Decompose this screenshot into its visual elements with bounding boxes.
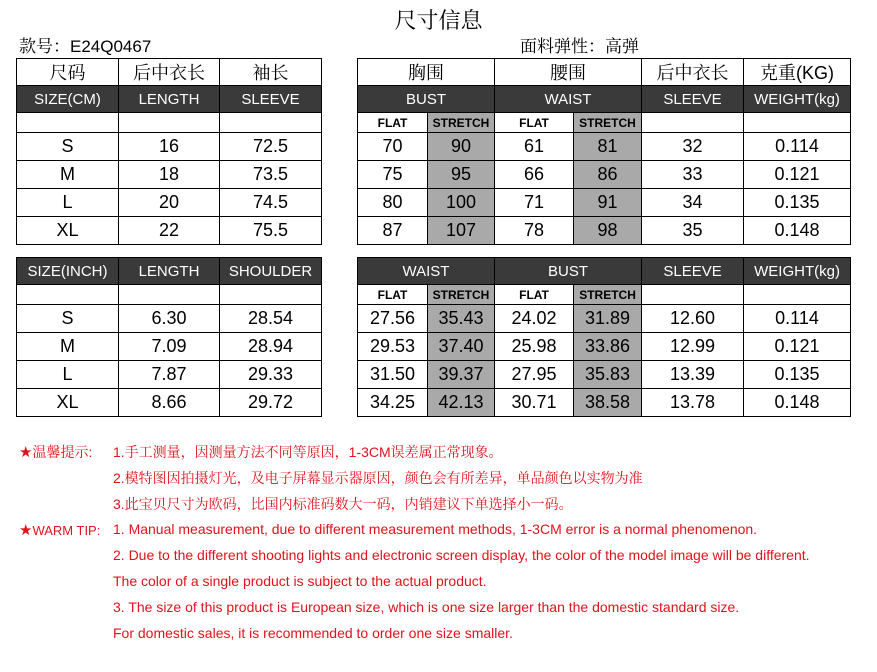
subheader-cell: FLAT	[495, 285, 574, 305]
table-cell: 81	[574, 133, 642, 161]
table-cell: 95	[428, 161, 495, 189]
table-cell: 28.54	[220, 305, 322, 333]
table-cell: 31.50	[358, 361, 428, 389]
tip-label-en: ★WARM TIP:	[19, 522, 101, 539]
table-cell: 75	[358, 161, 428, 189]
table-cell: L	[17, 189, 119, 217]
empty-cell	[119, 285, 220, 305]
table-cell: 70	[358, 133, 428, 161]
english-header-row	[17, 258, 851, 285]
table-cell: 78	[495, 217, 574, 245]
header-cell: SIZE(CM)	[17, 86, 119, 113]
header-cell: LENGTH	[119, 86, 220, 113]
tip-line: 1.手工测量，因测量方法不同等原因，1-3CM误差属正常现象。	[113, 444, 503, 460]
fabric-elasticity: 面料弹性：高弹	[520, 37, 639, 56]
table-cell: 91	[574, 189, 642, 217]
column-gap	[322, 189, 358, 217]
tip-line: 2. Due to the different shooting lights and electronic screen display, the color of the model image will be different.	[113, 547, 810, 563]
table-cell: 38.58	[574, 389, 642, 417]
table-cell: 7.87	[119, 361, 220, 389]
table-cell: S	[17, 305, 119, 333]
table-cell: 80	[358, 189, 428, 217]
table-cell: 28.94	[220, 333, 322, 361]
table-cell: 13.39	[642, 361, 744, 389]
column-gap	[322, 217, 358, 245]
size-table-inch	[16, 257, 851, 417]
table-cell: 31.89	[574, 305, 642, 333]
header-cell: SLEEVE	[642, 258, 744, 285]
table-cell: 6.30	[119, 305, 220, 333]
subheader-row	[17, 113, 851, 133]
table-row	[17, 161, 851, 189]
table-cell: 100	[428, 189, 495, 217]
header-cell: SLEEVE	[642, 86, 744, 113]
table-cell: 27.56	[358, 305, 428, 333]
chinese-header-row	[17, 59, 851, 86]
header-cell: WEIGHT(kg)	[744, 86, 851, 113]
table-cell: 0.148	[744, 389, 851, 417]
tip-label-cn: ★温馨提示:	[19, 444, 93, 461]
tip-line: 3. The size of this product is European size, which is one size larger than the domestic standard size.	[113, 599, 740, 615]
subheader-cell: STRETCH	[574, 113, 642, 133]
header-cell: WEIGHT(kg)	[744, 258, 851, 285]
table-cell: 12.99	[642, 333, 744, 361]
table-row	[17, 333, 851, 361]
subheader-cell: FLAT	[495, 113, 574, 133]
column-gap	[322, 305, 358, 333]
table-cell: 22	[119, 217, 220, 245]
table-cell: 87	[358, 217, 428, 245]
column-gap	[322, 361, 358, 389]
table-row	[17, 189, 851, 217]
subheader-cell: FLAT	[358, 113, 428, 133]
table-cell: 86	[574, 161, 642, 189]
table-cell: 90	[428, 133, 495, 161]
table-cell: 71	[495, 189, 574, 217]
empty-cell	[642, 285, 744, 305]
column-gap	[322, 161, 358, 189]
header-cell: SHOULDER	[220, 258, 322, 285]
tip-line: 2.模特图因拍摄灯光，及电子屏幕显示器原因，颜色会有所差异，单品颜色以实物为准	[113, 470, 643, 486]
star-icon: ★	[19, 444, 33, 461]
header-cell: BUST	[358, 86, 495, 113]
table-cell: 0.121	[744, 161, 851, 189]
table-cell: XL	[17, 389, 119, 417]
table-cell: M	[17, 161, 119, 189]
table-cell: 35	[642, 217, 744, 245]
table-cell: 16	[119, 133, 220, 161]
column-gap	[322, 113, 358, 133]
tip-line: 3.此宝贝尺寸为欧码，比国内标准码数大一码，内销建议下单选择小一码。	[113, 496, 573, 512]
empty-cell	[17, 113, 119, 133]
size-table-cm	[16, 58, 851, 245]
column-gap	[322, 258, 358, 285]
table-cell: 107	[428, 217, 495, 245]
table-cell: 32	[642, 133, 744, 161]
subheader-cell: STRETCH	[428, 285, 495, 305]
table-cell: 35.83	[574, 361, 642, 389]
table-cell: 34	[642, 189, 744, 217]
empty-cell	[220, 113, 322, 133]
table-cell: 33	[642, 161, 744, 189]
table-cell: 27.95	[495, 361, 574, 389]
table-cell: 0.135	[744, 189, 851, 217]
table-cell: 72.5	[220, 133, 322, 161]
page-title: 尺寸信息	[394, 8, 483, 33]
table-cell: 73.5	[220, 161, 322, 189]
table-cell: 29.72	[220, 389, 322, 417]
table-cell: 25.98	[495, 333, 574, 361]
header-cell: BUST	[495, 258, 642, 285]
table-cell: 8.66	[119, 389, 220, 417]
table-cell: 18	[119, 161, 220, 189]
table-cell: 7.09	[119, 333, 220, 361]
tip-line: For domestic sales, it is recommended to order one size smaller.	[113, 625, 513, 641]
header-cell: SLEEVE	[220, 86, 322, 113]
table-row	[17, 361, 851, 389]
header-cell: 袖长	[220, 59, 322, 86]
subheader-row	[17, 285, 851, 305]
header-cell: 后中衣长	[642, 59, 744, 86]
empty-cell	[744, 285, 851, 305]
table-cell: 30.71	[495, 389, 574, 417]
table-cell: 20	[119, 189, 220, 217]
table-cell: 0.135	[744, 361, 851, 389]
table-cell: 39.37	[428, 361, 495, 389]
subheader-cell: STRETCH	[428, 113, 495, 133]
style-number: 款号：E24Q0467	[19, 37, 152, 56]
header-cell: 胸围	[358, 59, 495, 86]
table-cell: 0.148	[744, 217, 851, 245]
table-cell: 34.25	[358, 389, 428, 417]
table-cell: 12.60	[642, 305, 744, 333]
table-cell: 35.43	[428, 305, 495, 333]
table-row	[17, 305, 851, 333]
table-cell: XL	[17, 217, 119, 245]
table-row	[17, 133, 851, 161]
table-cell: 66	[495, 161, 574, 189]
empty-cell	[744, 113, 851, 133]
header-cell: SIZE(INCH)	[17, 258, 119, 285]
column-gap	[322, 333, 358, 361]
table-cell: 42.13	[428, 389, 495, 417]
empty-cell	[220, 285, 322, 305]
empty-cell	[642, 113, 744, 133]
star-icon: ★	[19, 522, 33, 539]
table-cell: S	[17, 133, 119, 161]
table-cell: 13.78	[642, 389, 744, 417]
table-cell: 37.40	[428, 333, 495, 361]
header-cell: 克重(KG)	[744, 59, 851, 86]
header-cell: WAIST	[358, 258, 495, 285]
table-cell: 29.33	[220, 361, 322, 389]
header-cell: LENGTH	[119, 258, 220, 285]
header-cell: WAIST	[495, 86, 642, 113]
table-cell: 24.02	[495, 305, 574, 333]
tip-line: 1. Manual measurement, due to different measurement methods, 1-3CM error is a normal phenomenon.	[113, 521, 758, 537]
table-cell: 0.114	[744, 133, 851, 161]
tip-line: The color of a single product is subject to the actual product.	[113, 573, 487, 589]
subheader-cell: STRETCH	[574, 285, 642, 305]
column-gap	[322, 389, 358, 417]
empty-cell	[119, 113, 220, 133]
table-row	[17, 389, 851, 417]
header-cell: 后中衣长	[119, 59, 220, 86]
column-gap	[322, 86, 358, 113]
subheader-cell: FLAT	[358, 285, 428, 305]
table-cell: 29.53	[358, 333, 428, 361]
column-gap	[322, 59, 358, 86]
table-cell: 75.5	[220, 217, 322, 245]
column-gap	[322, 133, 358, 161]
table-cell: 74.5	[220, 189, 322, 217]
table-cell: 98	[574, 217, 642, 245]
table-cell: 0.121	[744, 333, 851, 361]
table-cell: M	[17, 333, 119, 361]
table-cell: 33.86	[574, 333, 642, 361]
english-header-row	[17, 86, 851, 113]
table-cell: 0.114	[744, 305, 851, 333]
table-cell: 61	[495, 133, 574, 161]
column-gap	[322, 285, 358, 305]
header-cell: 腰围	[495, 59, 642, 86]
empty-cell	[17, 285, 119, 305]
table-row	[17, 217, 851, 245]
table-cell: L	[17, 361, 119, 389]
header-cell: 尺码	[17, 59, 119, 86]
